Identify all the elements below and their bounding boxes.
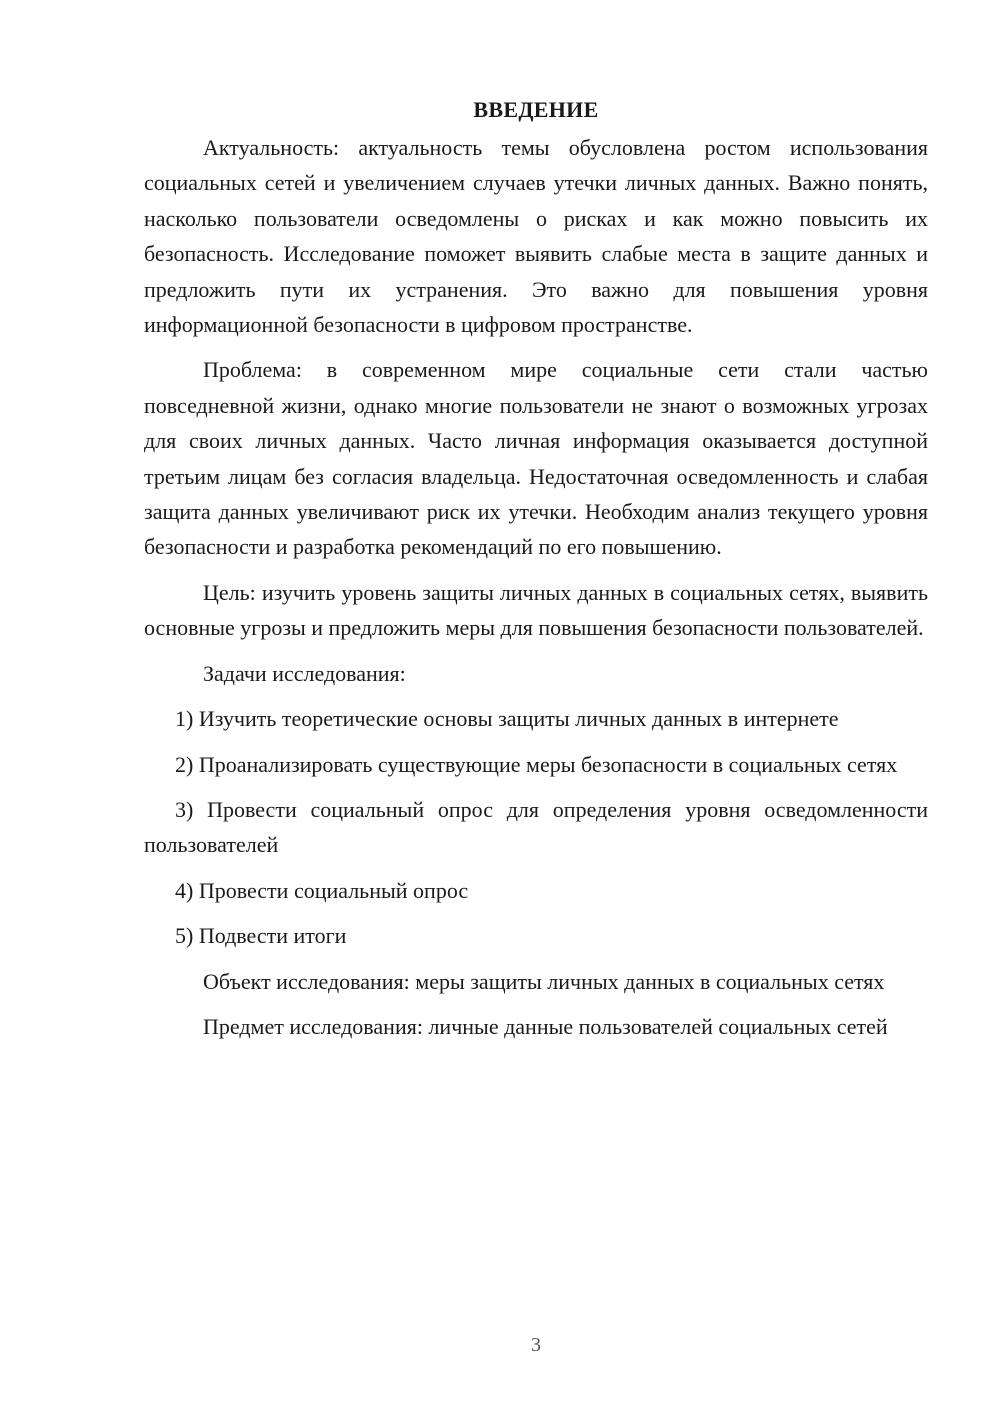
task-item-3: 3) Провести социальный опрос для определения уровня осведомленности пользователей [144, 796, 928, 858]
research-subject-paragraph: Предмет исследования: личные данные пользователей социальных сетей [203, 1013, 888, 1039]
tasks-heading: Задачи исследования: [203, 660, 406, 686]
research-object-paragraph: Объект исследования: меры защиты личных данных в социальных сетях [203, 968, 885, 994]
relevance-paragraph: Актуальность: актуальность темы обусловлена ростом использования социальных сетей и увеличением случаев утечки личных данных. Важно понять, насколько пользователи осведомлены о рисках и как можно повысить их безопасность. Исследование поможет выявить слабые места в защите данных и предложить пути их устранения. Это важно для повышения уровня информационной безопасности в цифровом пространстве. [144, 135, 928, 338]
document-page [144, 92, 928, 1054]
task-item-4: 4) Провести социальный опрос [175, 877, 469, 903]
task-item-2: 2) Проанализировать существующие меры безопасности в социальных сетях [175, 751, 898, 777]
goal-paragraph: Цель: изучить уровень защиты личных данных в социальных сетях, выявить основные угрозы и предложить меры для повышения безопасности пользователей. [144, 579, 928, 641]
section-title: ВВЕДЕНИЕ [473, 97, 599, 122]
task-item-1: 1) Изучить теоретические основы защиты личных данных в интернете [175, 706, 839, 732]
problem-paragraph: Проблема: в современном мире социальные сети стали частью повседневной жизни, однако многие пользователи не знают о возможных угрозах для своих личных данных. Часто личная информация оказывается доступной третьим лицам без согласия владельца. Недостаточная осведомленность и слабая защита данных увеличивают риск их утечки. Необходим анализ текущего уровня безопасности и разработка рекомендаций по его повышению. [144, 357, 928, 560]
page-number: 3 [531, 1334, 541, 1356]
task-item-5: 5) Подвести итоги [175, 923, 347, 949]
